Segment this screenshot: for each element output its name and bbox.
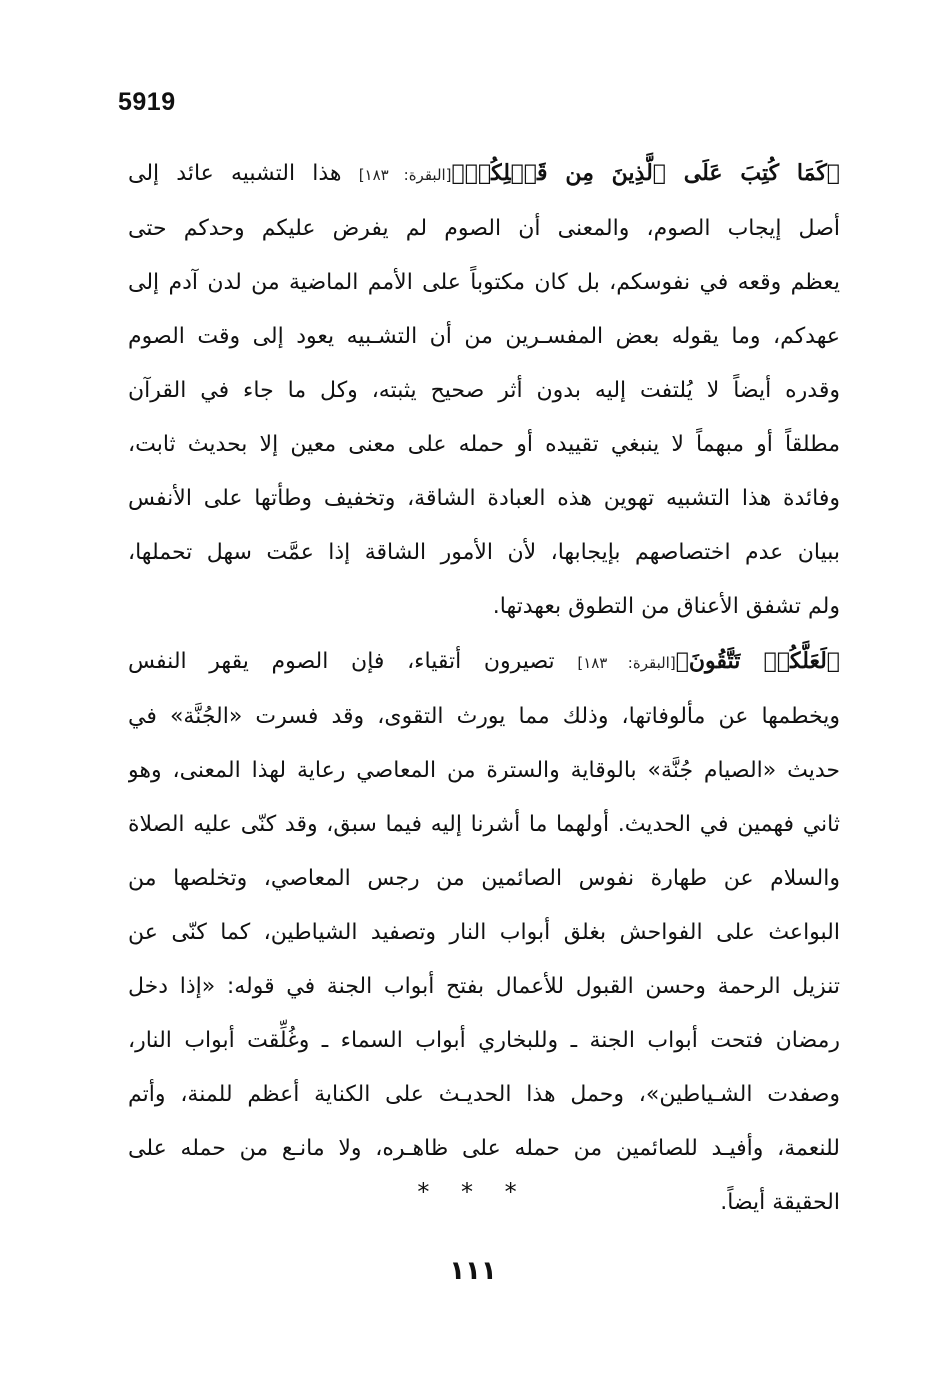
main-text <box>128 146 840 1230</box>
line-text: هذا التشبيه عائد إلى <box>128 161 342 186</box>
quran-verse: ﴿كَمَا كُتِبَ عَلَى ٱلَّذِينَ مِن قَبۡلِكُمۡ﴾ <box>451 160 840 186</box>
verse-reference: [البقرة: ١٨٣] <box>358 166 452 184</box>
text-line: وفائدة هذا التشبيه تهوين هذه العبادة الشاقة، وتخفيف وطأتها على الأنفس <box>128 486 840 511</box>
section-separator: * * * <box>417 1178 529 1206</box>
text-line: حديث «الصيام جُنَّة» بالوقاية والسترة من المعاصي رعاية لهذا المعنى، وهو <box>128 758 840 783</box>
paragraph-taqwa <box>128 634 840 1230</box>
page-number: ١١١ <box>449 1256 497 1286</box>
text-line: والسلام عن طهارة نفوس الصائمين من رجس المعاصي، وتخلصها من <box>128 866 840 891</box>
text-line: وقدره أيضاً لا يُلتفت إليه بدون أثر صحيح يثبته، وكل ما جاء في القرآن <box>128 378 840 403</box>
text-line: الحقيقة أيضاً. <box>720 1190 840 1215</box>
text-line: البواعث على الفواحش بغلق أبواب النار وتصفيد الشياطين، كما كنّى عن <box>128 920 840 945</box>
page-id-number: 5919 <box>118 88 176 116</box>
text-line: تنزيل الرحمة وحسن القبول للأعمال بفتح أبواب الجنة في قوله: «إذا دخل <box>128 974 840 999</box>
paragraph-fasting-prescribed <box>128 146 840 634</box>
text-line <box>128 634 840 690</box>
verse-reference: [البقرة: ١٨٣] <box>577 654 676 672</box>
text-line: عهدكم، وما يقوله بعض المفسـرين من أن التشـبيه يعود إلى وقت الصوم <box>128 324 840 349</box>
text-line: ولم تشفق الأعناق من التطوق بعهدتها. <box>492 594 840 619</box>
text-line: ثاني فهمين في الحديث. أولهما ما أشرنا إليه فيما سبق، وقد كنّى عليه الصلاة <box>128 812 840 837</box>
quran-verse: ﴿لَعَلَّكُمۡ تَتَّقُونَ﴾ <box>675 648 840 674</box>
text-line: وصفدت الشـياطين»، وحمل هذا الحديـث على الكناية أعظم للمنة، وأتم <box>128 1082 840 1107</box>
line-text: تصيرون أتقياء، فإن الصوم يقهر النفس <box>128 649 555 674</box>
text-line: للنعمة، وأفيـد للصائمين من حمله على ظاهـره، ولا مانـع من حمله على <box>128 1136 840 1161</box>
text-line: ويخطمها عن مألوفاتها، وذلك مما يورث التقوى، وقد فسرت «الجُنَّة» في <box>128 704 840 729</box>
text-line: رمضان فتحت أبواب الجنة ـ وللبخاري أبواب السماء ـ وغُلِّقت أبواب النار، <box>128 1028 840 1053</box>
text-line: أصل إيجاب الصوم، والمعنى أن الصوم لم يفرض عليكم وحدكم حتى <box>128 216 840 241</box>
text-line: ببيان عدم اختصاصهم بإيجابها، لأن الأمور الشاقة إذا عمَّت سهل تحملها، <box>128 540 840 565</box>
text-line <box>128 146 840 202</box>
text-line: يعظم وقعه في نفوسكم، بل كان مكتوباً على الأمم الماضية من لدن آدم إلى <box>128 270 840 295</box>
text-line: مطلقاً أو مبهماً لا ينبغي تقييده أو حمله على معنى معين إلا بحديث ثابت، <box>128 432 840 457</box>
